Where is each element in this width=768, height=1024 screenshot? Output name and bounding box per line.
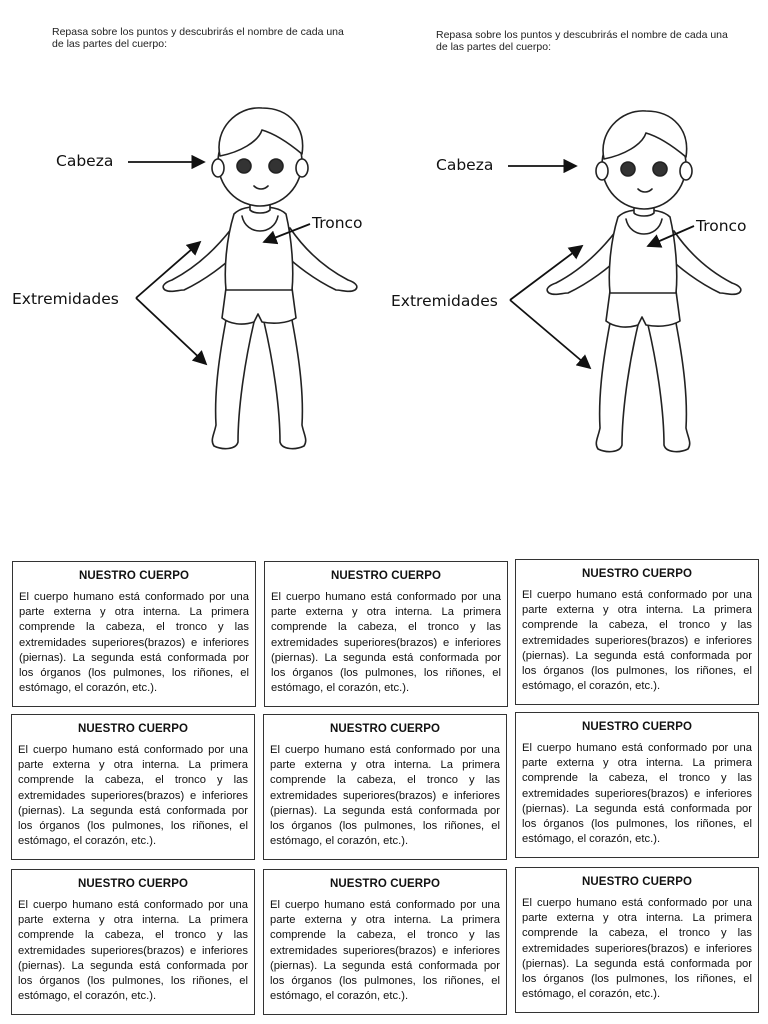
- label-head: Cabeza: [436, 156, 494, 174]
- card-title: NUESTRO CUERPO: [329, 878, 441, 890]
- info-card: [264, 561, 508, 707]
- info-card: [263, 714, 507, 860]
- card-title: NUESTRO CUERPO: [78, 570, 190, 582]
- card-title: NUESTRO CUERPO: [329, 723, 441, 735]
- card-body: El cuerpo humano está conformado por una parte externa y otra interna. La primera comprende la cabeza, el tronco y las extremidades superiores(brazos) e inferiores (piernas). La segunda está conformada por los órganos (los pulmones, los riñones, el estómago, el corazón, etc.).: [522, 742, 752, 846]
- info-card: [11, 869, 255, 1015]
- card-title: NUESTRO CUERPO: [77, 723, 189, 735]
- label-head: Cabeza: [56, 152, 114, 170]
- card-body: El cuerpo humano está conformado por una parte externa y otra interna. La primera comprende la cabeza, el tronco y las extremidades superiores(brazos) e inferiores (piernas). La segunda está conformada por los órganos (los pulmones, los riñones, el estómago, el corazón, etc.).: [18, 899, 248, 1003]
- info-card: [12, 561, 256, 707]
- info-card: [515, 867, 759, 1013]
- card-title: NUESTRO CUERPO: [581, 568, 693, 580]
- pointer-arrows: [380, 90, 768, 470]
- info-card: [515, 559, 759, 705]
- card-title: NUESTRO CUERPO: [581, 721, 693, 733]
- pointer-arrows: [0, 90, 380, 470]
- instructions-text: Repasa sobre los puntos y descubrirás el nombre de cada una de las partes del cuerpo:: [436, 29, 728, 53]
- card-title: NUESTRO CUERPO: [581, 876, 693, 888]
- body-diagram: [0, 90, 380, 470]
- card-body: El cuerpo humano está conformado por una parte externa y otra interna. La primera comprende la cabeza, el tronco y las extremidades superiores(brazos) e inferiores (piernas). La segunda está conformada por los órganos (los pulmones, los riñones, el estómago, el corazón, etc.).: [19, 591, 249, 695]
- info-card: [515, 712, 759, 858]
- body-diagram: [380, 90, 768, 470]
- info-card: [11, 714, 255, 860]
- card-body: El cuerpo humano está conformado por una parte externa y otra interna. La primera comprende la cabeza, el tronco y las extremidades superiores(brazos) e inferiores (piernas). La segunda está conformada por los órganos (los pulmones, los riñones, el estómago, el corazón, etc.).: [270, 899, 500, 1003]
- card-body: El cuerpo humano está conformado por una parte externa y otra interna. La primera comprende la cabeza, el tronco y las extremidades superiores(brazos) e inferiores (piernas). La segunda está conformada por los órganos (los pulmones, los riñones, el estómago, el corazón, etc.).: [270, 744, 500, 848]
- info-card: [263, 869, 507, 1015]
- card-body: El cuerpo humano está conformado por una parte externa y otra interna. La primera comprende la cabeza, el tronco y las extremidades superiores(brazos) e inferiores (piernas). La segunda está conformada por los órganos (los pulmones, los riñones, el estómago, el corazón, etc.).: [522, 897, 752, 1001]
- label-limbs: Extremidades: [391, 292, 498, 310]
- label-trunk: Tronco: [696, 217, 747, 235]
- label-limbs: Extremidades: [12, 290, 119, 308]
- card-title: NUESTRO CUERPO: [330, 570, 442, 582]
- instructions-text: Repasa sobre los puntos y descubrirás el nombre de cada una de las partes del cuerpo:: [52, 26, 344, 50]
- card-body: El cuerpo humano está conformado por una parte externa y otra interna. La primera comprende la cabeza, el tronco y las extremidades superiores(brazos) e inferiores (piernas). La segunda está conformada por los órganos (los pulmones, los riñones, el estómago, el corazón, etc.).: [271, 591, 501, 695]
- card-body: El cuerpo humano está conformado por una parte externa y otra interna. La primera comprende la cabeza, el tronco y las extremidades superiores(brazos) e inferiores (piernas). La segunda está conformada por los órganos (los pulmones, los riñones, el estómago, el corazón, etc.).: [18, 744, 248, 848]
- card-title: NUESTRO CUERPO: [77, 878, 189, 890]
- label-trunk: Tronco: [312, 214, 363, 232]
- card-body: El cuerpo humano está conformado por una parte externa y otra interna. La primera comprende la cabeza, el tronco y las extremidades superiores(brazos) e inferiores (piernas). La segunda está conformada por los órganos (los pulmones, los riñones, el estómago, el corazón, etc.).: [522, 589, 752, 693]
